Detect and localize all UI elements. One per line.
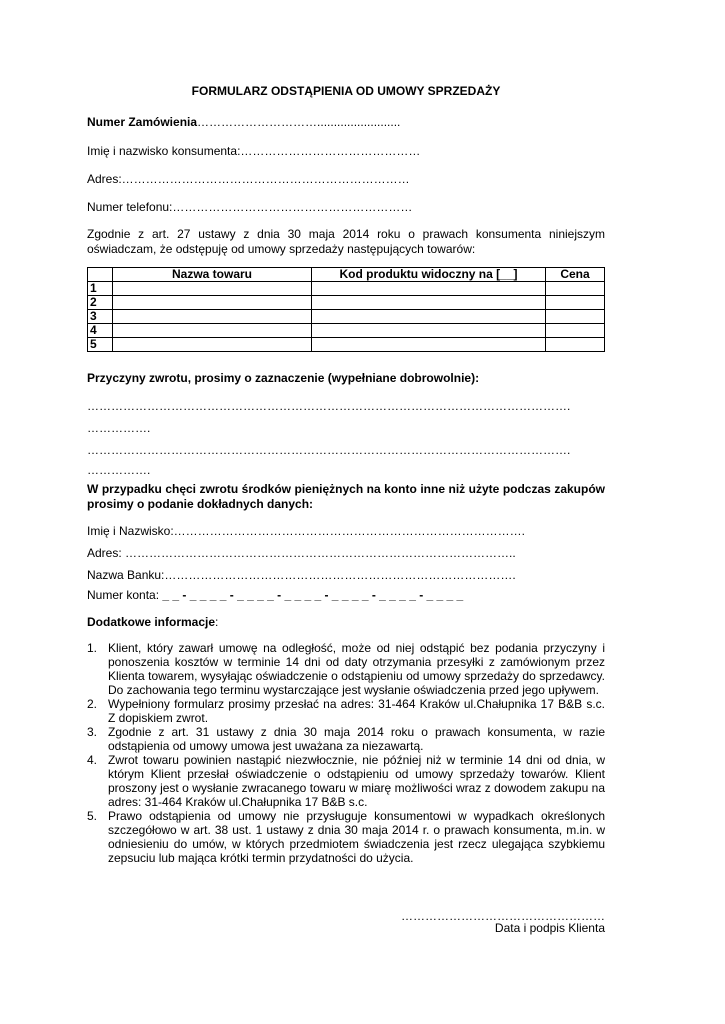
consumer-name-field: Imię i nazwisko konsumenta:……………………………………… xyxy=(87,144,421,158)
product-name-cell[interactable] xyxy=(113,282,312,296)
table-row xyxy=(88,338,605,352)
account-number-field xyxy=(87,588,463,602)
list-item-number: 2. xyxy=(87,697,98,711)
reasons-line-continuation: ……………. xyxy=(87,421,151,435)
list-item-text: Zwrot towaru powinien nastąpić niezwłocznie, nie później niż w terminie 14 dni od dnia, w którym Klient przesłał oświadczenie o odstąpieniu od umowy sprzedaży towarów. Klient proszony jest o wysłanie zwracanego towaru w miarę możliwości wraz z dowodem zakupu na adres: 31-464 Kraków ul.Chałupnika 17 B&B s.c. xyxy=(108,753,605,809)
product-name-cell[interactable] xyxy=(113,296,312,310)
list-item xyxy=(87,753,605,809)
product-code-cell[interactable] xyxy=(312,310,546,324)
header-product-code: Kod produktu widoczny na [__] xyxy=(312,268,546,282)
price-cell[interactable] xyxy=(546,310,605,324)
list-item-number: 3. xyxy=(87,725,98,739)
account-number-mask: _ _ - _ _ _ _ - _ _ _ _ - _ _ _ _ - _ _ _ _ - _ _ _ _ - _ _ _ _ xyxy=(162,588,464,602)
refund-address-field: Adres: …………………………………………………………………………………….. xyxy=(87,546,516,560)
price-cell[interactable] xyxy=(546,296,605,310)
goods-table-header xyxy=(88,268,605,282)
form-title: FORMULARZ ODSTĄPIENIA OD UMOWY SPRZEDAŻY xyxy=(191,84,501,98)
row-number: 3 xyxy=(88,310,113,324)
header-product-name: Nazwa towaru xyxy=(113,268,312,282)
goods-table xyxy=(87,267,605,352)
price-cell[interactable] xyxy=(546,282,605,296)
additional-info-heading xyxy=(87,615,218,629)
header-number xyxy=(88,268,113,282)
price-cell[interactable] xyxy=(546,324,605,338)
row-number: 4 xyxy=(88,324,113,338)
refund-name-field: Imię i Nazwisko:……………………………………………………………………………. xyxy=(87,524,526,538)
product-name-cell[interactable] xyxy=(113,310,312,324)
phone-field: Numer telefonu:…………………………………………………… xyxy=(87,200,413,214)
list-item xyxy=(87,725,605,753)
reasons-line: …………………………………………………………………………………………………………. xyxy=(87,399,571,413)
product-code-cell[interactable] xyxy=(312,324,546,338)
list-item-text: Klient, który zawarł umowę na odległość, może od niej odstąpić bez podania przyczyny i ponoszenia kosztów w terminie 14 dni od daty otrzymania przesyłki z zamówionym przez Klienta towarem, wysyłając oświadczenie o odstąpieniu od umowy sprzedaży do sprzedawcy. Do zachowania tego terminu wystarczające jest wysłanie oświadczenia przed jego upływem. xyxy=(108,641,605,697)
reasons-line-continuation: ……………. xyxy=(87,463,151,477)
product-code-cell[interactable] xyxy=(312,282,546,296)
list-item xyxy=(87,697,605,725)
row-number: 2 xyxy=(88,296,113,310)
additional-info-heading-text: Dodatkowe informacje xyxy=(87,615,216,629)
account-number-label: Numer konta: xyxy=(87,588,163,602)
list-item-text: Wypełniony formularz prosimy przesłać na adres: 31-464 Kraków ul.Chałupnika 17 B&B s.c. Z dopiskiem zwrot. xyxy=(108,697,605,725)
row-number: 1 xyxy=(88,282,113,296)
additional-info-colon: : xyxy=(215,615,219,629)
list-item-text: Zgodnie z art. 31 ustawy z dnia 30 maja 2014 roku o prawach konsumenta, w razie odstąpienia od umowy umowa jest uważana za niezawartą. xyxy=(108,725,605,753)
table-row xyxy=(88,282,605,296)
list-item-number: 1. xyxy=(87,641,98,655)
list-item-number: 4. xyxy=(87,753,98,767)
product-name-cell[interactable] xyxy=(113,338,312,352)
product-name-cell[interactable] xyxy=(113,324,312,338)
table-row xyxy=(88,310,605,324)
additional-info-list xyxy=(87,641,605,865)
product-code-cell[interactable] xyxy=(312,296,546,310)
list-item xyxy=(87,641,605,697)
list-item xyxy=(87,809,605,865)
header-price: Cena xyxy=(546,268,605,282)
list-item-number: 5. xyxy=(87,809,98,823)
table-row xyxy=(88,324,605,338)
order-number-field xyxy=(87,115,400,129)
address-field: Adres:……………………………………………………………… xyxy=(87,172,410,186)
order-number-dots: …………………………......................... xyxy=(197,115,401,129)
table-row xyxy=(88,296,605,310)
refund-heading: W przypadku chęci zwrotu środków pieniężnych na konto inne niż użyte podczas zakupów prosimy o podanie dokładnych danych: xyxy=(87,482,605,511)
intro-paragraph: Zgodnie z art. 27 ustawy z dnia 30 maja 2014 roku o prawach konsumenta niniejszym oświadczam, że odstępuję od umowy sprzedaży następujących towarów: xyxy=(87,227,605,256)
row-number: 5 xyxy=(88,338,113,352)
price-cell[interactable] xyxy=(546,338,605,352)
product-code-cell[interactable] xyxy=(312,338,546,352)
reasons-heading: Przyczyny zwrotu, prosimy o zaznaczenie (wypełniane dobrowolnie): xyxy=(87,371,480,385)
order-number-label: Numer Zamówienia xyxy=(87,115,198,129)
bank-name-field: Nazwa Banku:……………………………………………………………………………. xyxy=(87,568,516,582)
list-item-text: Prawo odstąpienia od umowy nie przysługuje konsumentowi w wypadkach określonych szczegółowo w art. 38 ust. 1 ustawy z dnia 30 maja 2014 r. o prawach konsumenta, m.in. w odniesieniu do umów, w których przedmiotem świadczenia jest rzecz ulegająca szybkiemu zepsuciu lub mająca krótki termin przydatności do użycia. xyxy=(108,809,605,865)
signature-line: …………………………………………… xyxy=(401,909,605,923)
reasons-line: …………………………………………………………………………………………………………. xyxy=(87,443,571,457)
signature-label: Data i podpis Klienta xyxy=(494,921,605,935)
